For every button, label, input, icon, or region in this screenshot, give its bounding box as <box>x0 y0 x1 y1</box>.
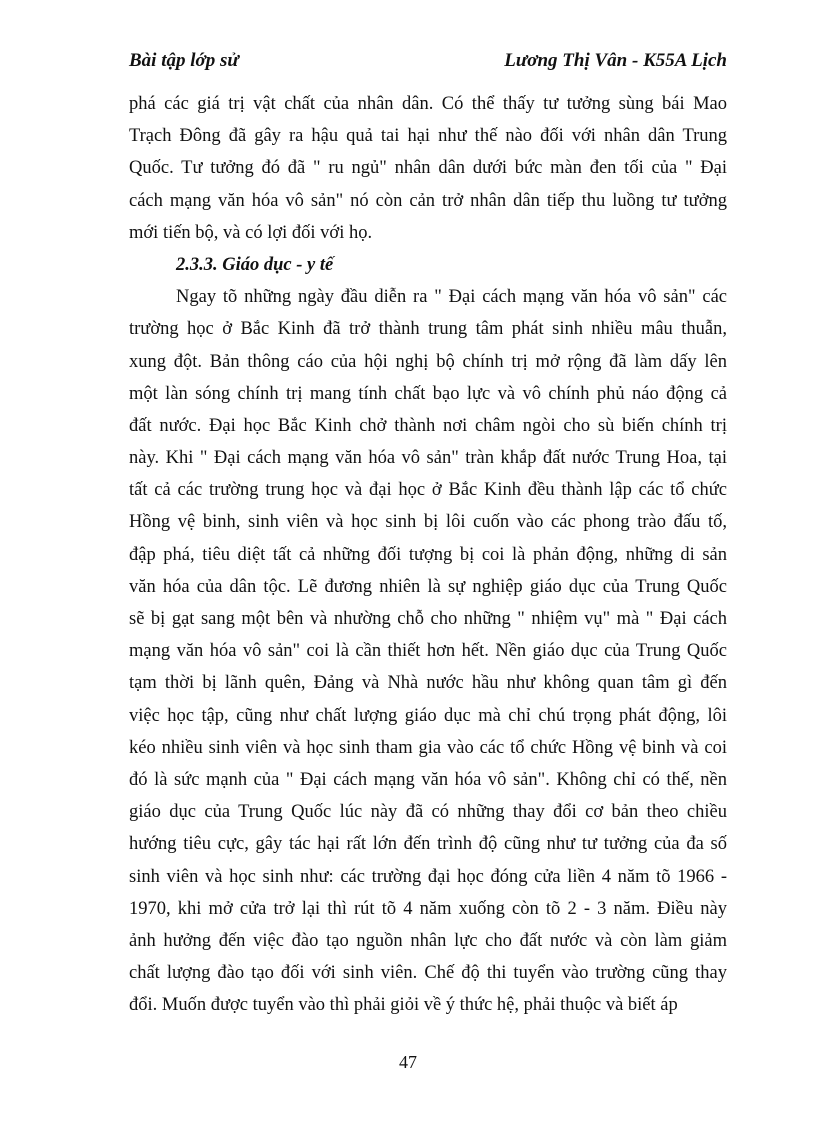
text-line: đó là sức mạnh của " Đại cách mạng văn hóa vô sản". Không chỉ có thế, nền <box>129 769 727 790</box>
text-line: trường học ở Bắc Kinh đã trở thành trung tâm phát sinh nhiều mâu thuẫn, <box>129 319 727 340</box>
text-line: đất nước. Đại học Bắc Kinh chở thành nơi châm ngòi cho sù biến chính trị <box>129 415 727 436</box>
text-line: xung đột. Bản thông cáo của hội nghị bộ chính trị mở rộng đã làm dấy lên <box>129 351 727 372</box>
text-line: phá các giá trị vật chất của nhân dân. Có thể thấy tư tưởng sùng bái Mao <box>129 94 727 114</box>
text-line: Trạch Đông đã gây ra hậu quả tai hại như thế nào đối với nhân dân Trung <box>129 126 727 147</box>
text-line: sẽ bị gạt sang một bên và nhường chỗ cho những " nhiệm vụ" mà " Đại cách <box>129 609 727 629</box>
text-line: mạng văn hóa vô sản" coi là cần thiết hơn hết. Nền giáo dục của Trung Quốc <box>129 641 727 662</box>
text-line: việc học tập, cũng như chất lượng giáo dục mà chỉ chú trọng phát động, lôi <box>129 705 727 726</box>
text-line: Ngay tõ những ngày đầu diễn ra " Đại cách mạng văn hóa vô sản" các <box>176 287 727 308</box>
text-line: 1970, khi mở cửa trở lại thì rút tõ 4 năm xuống còn tõ 2 - 3 năm. Điều này <box>129 898 727 919</box>
text-line: kéo nhiều sinh viên và học sinh tham gia vào các tổ chức Hồng vệ binh và coi <box>129 737 727 758</box>
text-line: giáo dục của Trung Quốc lúc này đã có những thay đổi cơ bản theo chiều <box>129 802 727 823</box>
text-line: Quốc. Tư tưởng đó đã " ru ngủ" nhân dân dưới bức màn đen tối của " Đại <box>129 158 727 179</box>
text-line: chất lượng đào tạo đối với sinh viên. Chế độ thi tuyển vào trường cũng thay <box>129 963 727 984</box>
section-heading: 2.3.3. Giáo dục - y tế <box>176 254 334 275</box>
header-right-text: Lương Thị Vân - K55A Lịch <box>504 50 727 71</box>
text-line: này. Khi " Đại cách mạng văn hóa vô sản" tràn khắp đất nước Trung Hoa, tại <box>129 448 727 469</box>
text-line: đổi. Muốn được tuyển vào thì phải giỏi về ý thức hệ, phải thuộc và biết áp <box>129 995 678 1016</box>
text-line: cách mạng văn hóa vô sản" nó còn cản trở nhân dân tiếp thu luồng tư tưởng <box>129 190 727 211</box>
header-left-text: Bài tập lớp sử <box>129 50 239 71</box>
text-line: mới tiến bộ, và có lợi đối với họ. <box>129 222 373 243</box>
text-line: hướng tiêu cực, gây tác hại rất lớn đến trình độ cũng như tư tưởng của đa số <box>129 834 727 855</box>
body-text <box>129 88 727 1021</box>
text-line: ảnh hưởng đến việc đào tạo nguồn nhân lực cho đất nước và còn làm giảm <box>129 930 727 951</box>
page-number: 47 <box>399 1052 417 1072</box>
text-line: văn hóa của dân tộc. Lẽ đương nhiên là sự nghiệp giáo dục của Trung Quốc <box>129 576 727 597</box>
text-line: sinh viên và học sinh như: các trường đại học đóng cửa liền 4 năm tõ 1966 - <box>129 866 727 887</box>
text-line: Hồng vệ binh, sinh viên và học sinh bị lôi cuốn vào các phong trào đấu tố, <box>129 512 727 533</box>
text-line: đập phá, tiêu diệt tất cả những đối tượng bị coi là phản động, những di sản <box>129 544 727 565</box>
text-line: một làn sóng chính trị mang tính chất bạo lực và vô chính phủ náo động cả <box>129 383 727 404</box>
text-line: tất cả các trường trung học và đại học ở Bắc Kinh đều thành lập các tổ chức <box>129 480 727 501</box>
text-line: tạm thời bị lãnh quên, Đảng và Nhà nước hầu như không quan tâm gì đến <box>129 673 727 694</box>
